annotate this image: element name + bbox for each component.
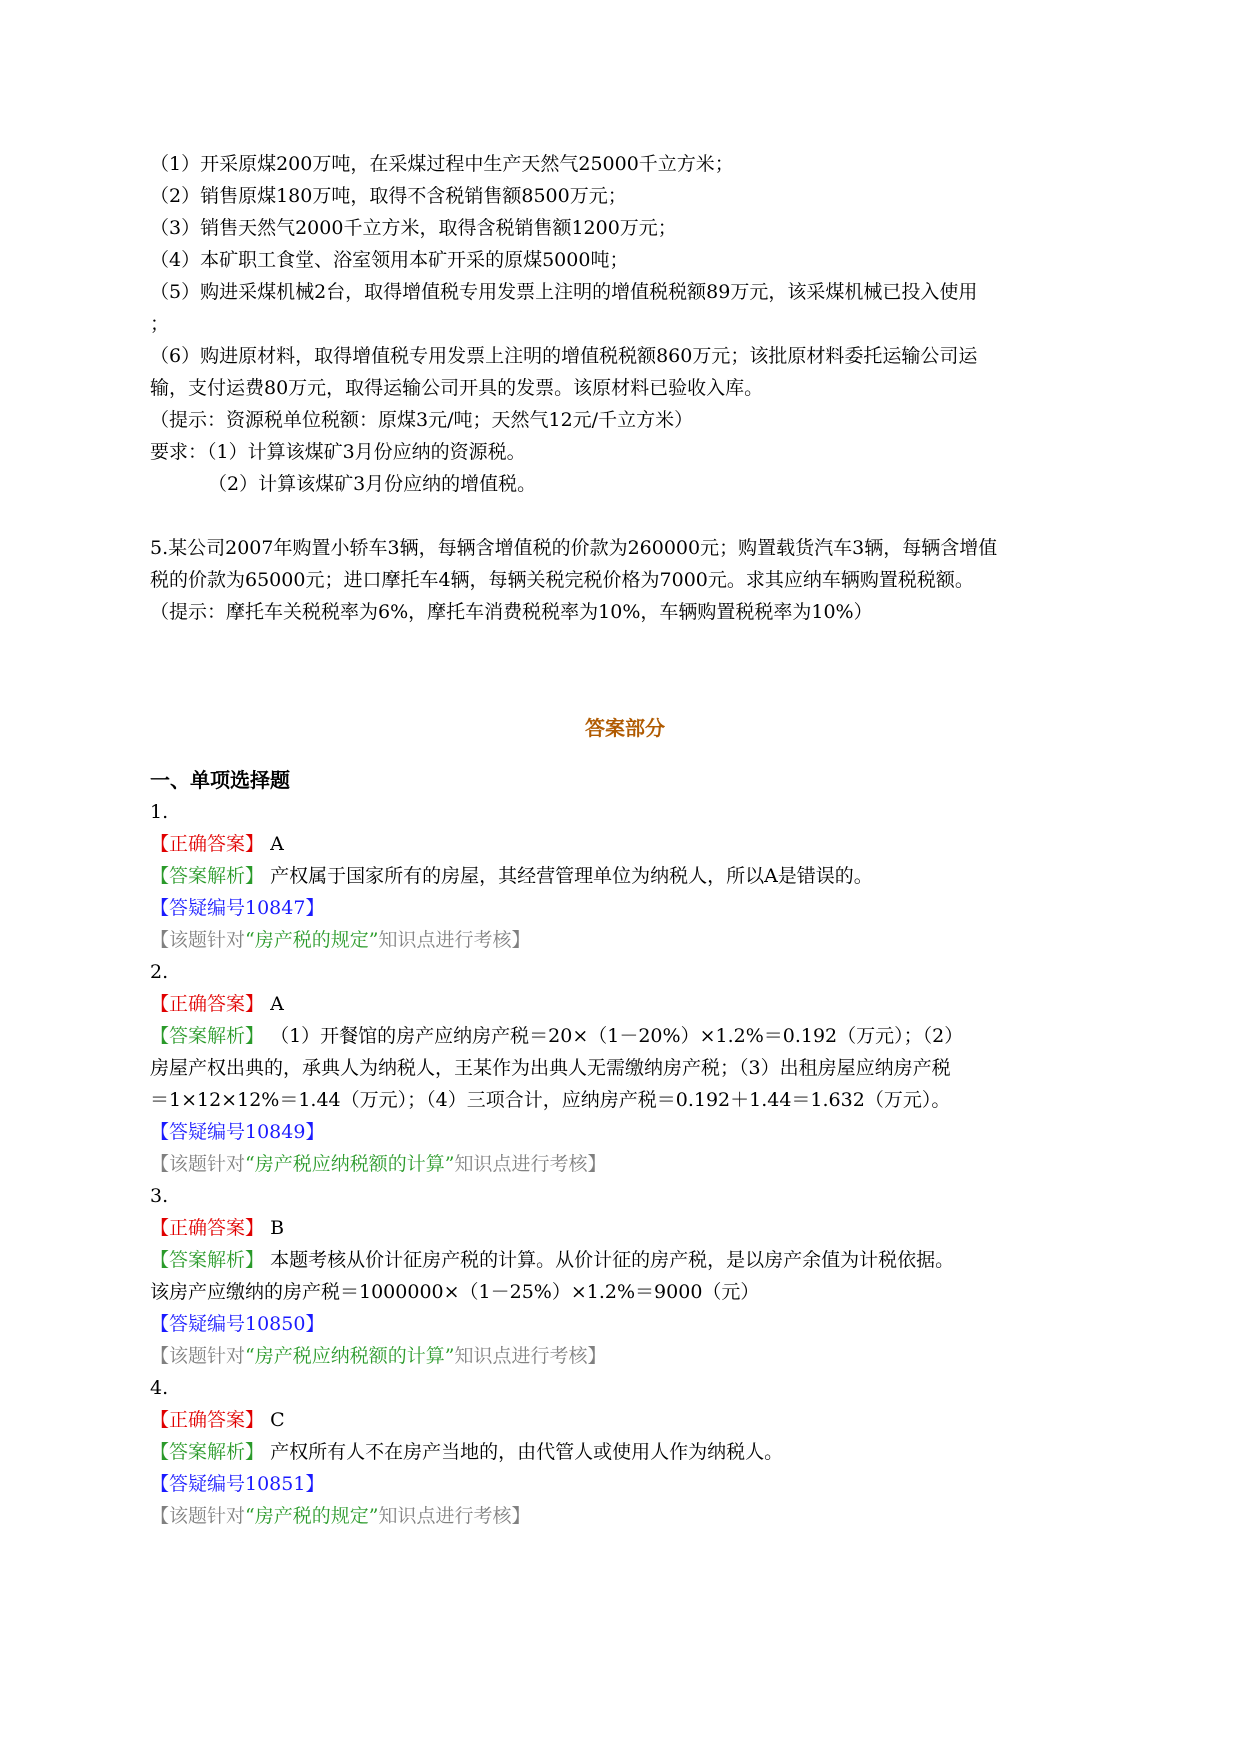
correct-answer-label: 【正确答案】 — [150, 833, 265, 855]
correct-answer-value: A — [270, 993, 284, 1015]
topic-suffix: 知识点进行考核】 — [454, 1153, 607, 1175]
question-4-continuation — [150, 148, 1100, 500]
part-title: 一、单项选择题 — [150, 768, 290, 792]
topic-name: “房产税应纳税额的计算” — [245, 1153, 455, 1175]
correct-answer-value: A — [270, 833, 284, 855]
question-id-link[interactable]: 【答疑编号10849】 — [150, 1121, 325, 1143]
topic-prefix: 【该题针对 — [150, 1153, 246, 1175]
analysis-row — [150, 860, 1100, 892]
correct-answer-label: 【正确答案】 — [150, 1409, 265, 1431]
question-id-link[interactable]: 【答疑编号10847】 — [150, 897, 325, 919]
text-line: 税的价款为65000元；进口摩托车4辆，每辆关税完税价格为7000元。求其应纳车辆购置税税额。 — [150, 569, 974, 591]
correct-answer-value: B — [270, 1217, 285, 1239]
text-line: （提示：摩托车关税税率为6%，摩托车消费税税率为10%，车辆购置税税率为10%） — [150, 601, 873, 623]
answer-item — [150, 796, 1100, 956]
analysis-text: 该房产应缴纳的房产税＝1000000×（1－25%）×1.2%＝9000（元） — [150, 1281, 760, 1303]
topic-prefix: 【该题针对 — [150, 1505, 246, 1527]
question-5 — [150, 532, 1100, 628]
correct-answer-value: C — [270, 1409, 285, 1431]
analysis-text: 产权所有人不在房产当地的，由代管人或使用人作为纳税人。 — [270, 1441, 784, 1463]
topic-name: “房产税应纳税额的计算” — [245, 1345, 455, 1367]
text-line: （5）购进采煤机械2台，取得增值税专用发票上注明的增值税税额89万元，该采煤机械已投入使用 — [150, 281, 978, 303]
topic-row — [150, 1500, 1100, 1532]
topic-suffix: 知识点进行考核】 — [378, 929, 531, 951]
text-line: （2）销售原煤180万吨，取得不含税销售额8500万元； — [150, 185, 627, 207]
answers-section-title: 答案部分 — [585, 716, 665, 740]
correct-answer-row — [150, 1212, 1100, 1244]
topic-prefix: 【该题针对 — [150, 929, 246, 951]
answer-item — [150, 1372, 1100, 1532]
topic-row — [150, 924, 1100, 956]
analysis-label: 【答案解析】 — [150, 1249, 265, 1271]
analysis-text: 产权属于国家所有的房屋，其经营管理单位为纳税人，所以A是错误的。 — [270, 865, 873, 887]
analysis-text: 本题考核从价计征房产税的计算。从价计征的房产税，是以房产余值为计税依据。 — [270, 1249, 955, 1271]
text-line: ； — [150, 313, 170, 335]
correct-answer-row — [150, 828, 1100, 860]
topic-name: “房产税的规定” — [245, 1505, 379, 1527]
answer-number: 4. — [150, 1377, 169, 1399]
analysis-text: 房屋产权出典的，承典人为纳税人，王某作为出典人无需缴纳房产税；（3）出租房屋应纳房产税 — [150, 1057, 951, 1079]
topic-name: “房产税的规定” — [245, 929, 379, 951]
text-line: （6）购进原材料，取得增值税专用发票上注明的增值税税额860万元；该批原材料委托运输公司运 — [150, 345, 978, 367]
topic-suffix: 知识点进行考核】 — [378, 1505, 531, 1527]
answer-item — [150, 956, 1100, 1180]
text-line: （2）计算该煤矿3月份应纳的增值税。 — [208, 473, 537, 495]
correct-answer-row — [150, 1404, 1100, 1436]
document-page — [150, 148, 1100, 1532]
spacer — [150, 500, 1100, 532]
answer-item — [150, 1180, 1100, 1372]
analysis-row — [150, 1436, 1100, 1468]
text-line: （1）开采原煤200万吨，在采煤过程中生产天然气25000千立方米； — [150, 153, 734, 175]
question-id-link[interactable]: 【答疑编号10851】 — [150, 1473, 325, 1495]
correct-answer-label: 【正确答案】 — [150, 993, 265, 1015]
analysis-label: 【答案解析】 — [150, 1025, 265, 1047]
text-line: （提示：资源税单位税额：原煤3元/吨；天然气12元/千立方米） — [150, 409, 694, 431]
analysis-text: ＝1×12×12%＝1.44（万元）；（4）三项合计，应纳房产税＝0.192＋1.44＝1.632（万元）。 — [150, 1089, 951, 1111]
text-line: 5.某公司2007年购置小轿车3辆，每辆含增值税的价款为260000元；购置载货汽车3辆，每辆含增值 — [150, 537, 998, 559]
analysis-row — [150, 1020, 1100, 1052]
topic-row — [150, 1340, 1100, 1372]
correct-answer-row — [150, 988, 1100, 1020]
answer-number: 2. — [150, 961, 169, 983]
answer-number: 3. — [150, 1185, 169, 1207]
topic-row — [150, 1148, 1100, 1180]
topic-suffix: 知识点进行考核】 — [454, 1345, 607, 1367]
correct-answer-label: 【正确答案】 — [150, 1217, 265, 1239]
analysis-label: 【答案解析】 — [150, 1441, 265, 1463]
analysis-row — [150, 1244, 1100, 1276]
text-line: 要求：（1）计算该煤矿3月份应纳的资源税。 — [150, 441, 526, 463]
analysis-label: 【答案解析】 — [150, 865, 265, 887]
text-line: （3）销售天然气2000千立方米，取得含税销售额1200万元； — [150, 217, 677, 239]
analysis-text: （1）开餐馆的房产应纳房产税＝20×（1－20%）×1.2%＝0.192（万元）；（2） — [270, 1025, 964, 1047]
question-id-link[interactable]: 【答疑编号10850】 — [150, 1313, 325, 1335]
text-line: （4）本矿职工食堂、浴室领用本矿开采的原煤5000吨； — [150, 249, 629, 271]
text-line: 输，支付运费80万元，取得运输公司开具的发票。该原材料已验收入库。 — [150, 377, 764, 399]
answer-number: 1. — [150, 801, 169, 823]
topic-prefix: 【该题针对 — [150, 1345, 246, 1367]
